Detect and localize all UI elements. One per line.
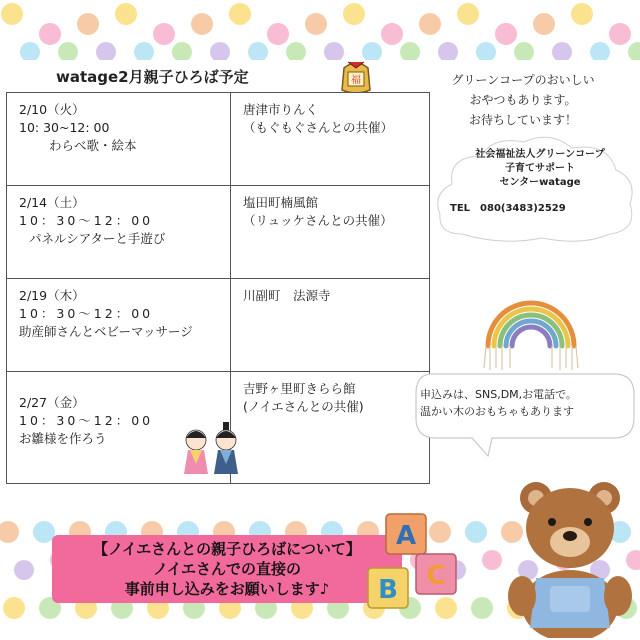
confetti-dot	[115, 3, 137, 25]
confetti-dot	[14, 560, 34, 580]
schedule-time: 10：30～12：00	[19, 412, 154, 428]
contact-info	[450, 148, 630, 216]
banner-line: ノイエさんでの直接の	[152, 560, 302, 578]
schedule-place-cell	[231, 185, 430, 278]
schedule-activity: 助産師さんとベビーマッサージ	[19, 323, 193, 339]
confetti-dot	[0, 521, 19, 543]
snacks-note-line: おやつもあります。	[469, 93, 577, 107]
contact-org: 子育てサポート	[505, 163, 575, 174]
schedule-date-cell	[7, 93, 231, 186]
schedule-place: 塩田町楠風館	[243, 194, 319, 210]
confetti-dot	[58, 42, 78, 62]
hina-dolls-icon	[176, 420, 246, 474]
confetti-dot	[419, 13, 441, 35]
schedule-activity: お雛様を作ろう	[19, 430, 107, 446]
confetti-dot	[267, 23, 289, 45]
snacks-note	[418, 70, 628, 130]
svg-text:B: B	[378, 575, 398, 605]
confetti-dot	[482, 550, 502, 570]
table-row	[7, 278, 430, 371]
confetti-dot	[172, 42, 192, 62]
page-title: watage2月親子ひろば予定	[56, 68, 249, 86]
confetti-dot	[571, 3, 593, 25]
rainbow-icon	[476, 276, 586, 372]
confetti-dot	[229, 3, 251, 25]
schedule-place-cell	[231, 278, 430, 371]
confetti-dot	[552, 42, 572, 62]
apply-line: 申込みは、SNS,DM,お電話で。	[420, 388, 577, 401]
confetti-dot	[1, 3, 23, 25]
confetti-dot	[476, 42, 496, 62]
schedule-date: 2/10（火）	[19, 102, 85, 117]
svg-text:福: 福	[351, 75, 361, 86]
banner-line: 【ノイエさんとの親子ひろばについて】	[93, 540, 361, 558]
contact-org: 社会福祉法人グリーンコープ	[475, 149, 605, 160]
schedule-note: (ノイエさんとの共催)	[243, 398, 364, 414]
schedule-date: 2/27（金）	[19, 394, 85, 410]
confetti-dot	[20, 42, 40, 62]
confetti-dot	[471, 597, 493, 619]
confetti-dot	[248, 42, 268, 62]
confetti-dot	[286, 42, 306, 62]
table-row	[7, 93, 430, 186]
schedule-activity: わらべ歌・絵本	[49, 138, 137, 153]
contact-phone: TEL 080(3483)2529	[450, 203, 566, 214]
abc-blocks-icon	[360, 512, 470, 622]
apply-info	[420, 386, 634, 420]
confetti-dot	[457, 3, 479, 25]
schedule-date: 2/19（木）	[19, 287, 85, 303]
confetti-dot	[609, 23, 631, 45]
svg-text:C: C	[426, 561, 446, 591]
confetti-dot	[438, 42, 458, 62]
confetti-dot	[134, 42, 154, 62]
schedule-place: 唐津市りんく	[243, 102, 319, 117]
confetti-dot	[210, 42, 230, 62]
confetti-dot	[153, 23, 175, 45]
confetti-dot	[3, 597, 25, 619]
table-row	[7, 185, 430, 278]
schedule-time: 10：30～12：00	[19, 305, 154, 321]
schedule-time: 10：30～12：00	[19, 212, 154, 228]
fuku-bag-icon	[336, 54, 376, 96]
contact-org: センターwatage	[499, 177, 581, 188]
schedule-place: 川副町 法源寺	[243, 287, 331, 303]
confetti-dot	[533, 13, 555, 35]
snacks-note-line: お待ちしています！	[468, 113, 577, 127]
confetti-dot	[514, 42, 534, 62]
schedule-date-cell	[7, 185, 231, 278]
confetti-dot	[628, 42, 640, 62]
banner-line: 事前申し込みをお願いします♪	[124, 580, 330, 598]
schedule-place-cell	[231, 371, 430, 483]
schedule-note: （リュッケさんとの共催）	[243, 212, 393, 228]
confetti-dot	[495, 23, 517, 45]
confetti-dot	[77, 13, 99, 35]
confetti-dot	[96, 42, 116, 62]
confetti-dot	[191, 13, 213, 35]
confetti-dot	[39, 23, 61, 45]
notice-banner	[52, 539, 402, 599]
confetti-dot	[590, 42, 610, 62]
apply-line: 温かい木のおもちゃもあります	[420, 405, 574, 418]
confetti-dot	[305, 13, 327, 35]
schedule-place: 吉野ヶ里町きらら館	[243, 380, 356, 396]
schedule-activity: パネルシアターと手遊び	[29, 230, 166, 246]
snacks-note-line: グリーンコープのおいしい	[451, 73, 595, 87]
schedule-note: （もぐもぐさんとの共催）	[243, 120, 394, 135]
confetti-dot	[381, 23, 403, 45]
schedule-place-cell	[231, 93, 430, 186]
svg-text:A: A	[395, 521, 417, 551]
teddy-bear-icon	[500, 478, 640, 638]
schedule-date: 2/14（土）	[19, 194, 85, 210]
confetti-dot	[343, 3, 365, 25]
schedule-time: 10: 30~12: 00	[19, 120, 110, 135]
confetti-dot	[400, 42, 420, 62]
schedule-date-cell	[7, 278, 231, 371]
